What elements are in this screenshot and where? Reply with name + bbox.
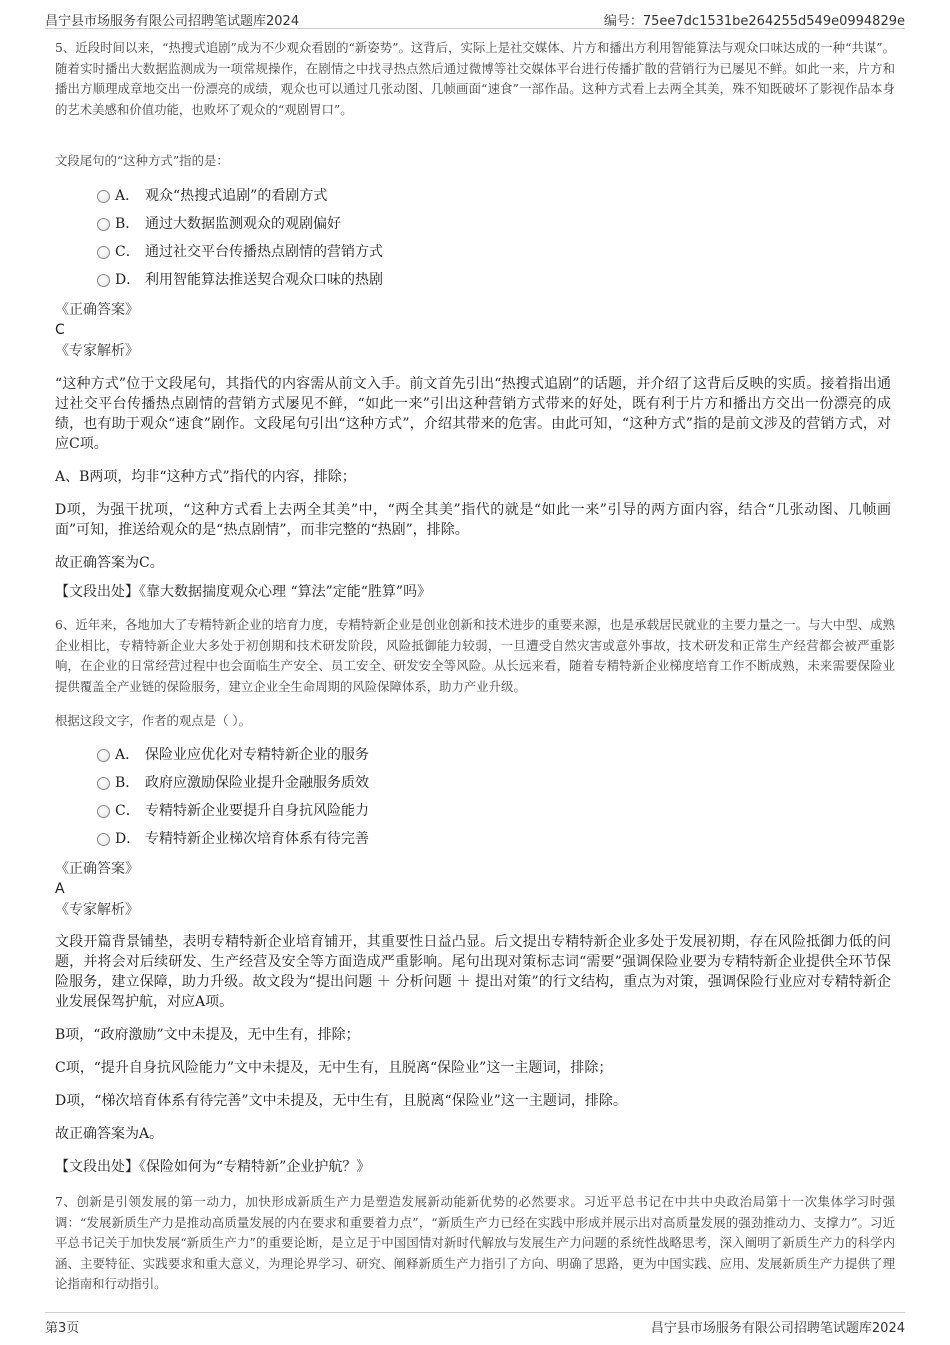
option-a[interactable]: A． 保险业应优化对专精特新企业的服务: [55, 741, 895, 769]
analysis-paragraph: 文段开篇背景铺垫，表明专精特新企业培育铺开，其重要性日益凸显。后文提出专精特新企业多处于发展初期，存在风险抵御力低的问题，并将会对后续研发、生产经营及安全等方面造成严重影响。尾句出现对策标志词“需要”强调保险业要为专精特新企业提供全环节保险服务，建立保障，助力升级。故文段为“提出问题 ＋ 分析问题 ＋ 提出对策”的行文结构，重点为对策，强调保险行业应对专精特新企业发展保驾护航，对应A项。: [55, 934, 891, 1010]
question-stem: 7、创新是引领发展的第一动力，加快形成新质生产力是塑造发展新动能新优势的必然要求。习近平总书记在中共中央政治局第十一次集体学习时强调：“发展新质生产力是推动高质量发展的内在要求和重要着力点”，“新质生产力已经在实践中形成并展示出对高质量发展的强劲推动力、支撑力”。习近平总书记关于加快发展“新质生产力”的重要论断，是立足于中国国情对新时代解放与发展生产力问题的系统性战略思考，深入阐明了新质生产力的科学内涵、主要特征、实践要求和重大意义，为理论界学习、研究、阐释新质生产力指引了方向、明确了思路，更为中国实践、应用、发展新质生产力提供了理论指南和行动指引。: [55, 1194, 895, 1291]
question-5: [55, 38, 895, 120]
analysis-text: [55, 932, 891, 1157]
radio-icon[interactable]: [97, 777, 110, 790]
answer-label: 《正确答案》: [55, 861, 139, 877]
question-stem: 6、近年来，各地加大了专精特新企业的培育力度，专精特新企业是创业创新和技术进步的重要来源，也是承载居民就业的主要力量之一。与大中型、成熟企业相比，专精特新企业大多处于初创期和技术研发阶段，风险抵御能力较弱，一旦遭受自然灾害或意外事故，技术研发和正常生产经营都会被严重影响，在企业的日常经营过程中也会面临生产安全、员工安全、研发安全等风险。从长远来看，随着专精特新企业梯度培育工作不断成熟，未来需要保险业提供覆盖全产业链的保险服务，建立企业全生命周期的风险保障体系，助力产业升级。: [55, 617, 895, 694]
radio-icon[interactable]: [97, 190, 110, 203]
option-c[interactable]: C． 专精特新企业要提升自身抗风险能力: [55, 797, 895, 825]
radio-icon[interactable]: [97, 749, 110, 762]
answer-value: A: [55, 881, 65, 897]
radio-icon[interactable]: [97, 274, 110, 287]
analysis-text: [55, 374, 891, 586]
question-prompt: 根据这段文字，作者的观点是（ ）。: [55, 713, 251, 728]
page-footer: [45, 1312, 905, 1339]
option-c[interactable]: C． 通过社交平台传播热点剧情的营销方式: [55, 238, 895, 266]
analysis-label: 《专家解析》: [55, 902, 139, 918]
question-stem: 5、近段时间以来，“热搜式追剧”成为不少观众看剧的“新姿势”。这背后，实际上是社交媒体、片方和播出方利用智能算法与观众口味达成的一种“共谋”。随着实时播出大数据监测成为一项常规操作，在剧情之中找寻热点然后通过微博等社交媒体平台进行传播扩散的营销行为已屡见不鲜。如此一来，片方和播出方顺理成章地交出一份漂亮的成绩，观众也可以通过几张动图、几帧画面“速食”一部作品。这种方式看上去两全其美，殊不知既破坏了影视作品本身的艺术美感和价值功能，也败坏了观众的“观剧胃口”。: [55, 40, 895, 117]
radio-icon[interactable]: [97, 218, 110, 231]
analysis-paragraph: C项，“提升自身抗风险能力”文中未提及，无中生有，且脱离“保险业”这一主题词，排除；: [55, 1060, 613, 1076]
page-number: 第3页: [45, 1321, 80, 1336]
header-title: 昌宁县市场服务有限公司招聘笔试题库2024: [45, 14, 300, 29]
analysis-label: 《专家解析》: [55, 343, 139, 359]
option-a[interactable]: A． 观众“热搜式追剧”的看剧方式: [55, 182, 895, 210]
question-7: [55, 1192, 895, 1295]
analysis-paragraph: 故正确答案为A。: [55, 1126, 164, 1142]
option-b[interactable]: B． 政府应激励保险业提升金融服务质效: [55, 769, 895, 797]
analysis-paragraph: D项，“梯次培育体系有待完善”文中未提及，无中生有，且脱离“保险业”这一主题词，排除。: [55, 1093, 627, 1109]
question-prompt-6: [55, 711, 895, 729]
question-6: [55, 615, 895, 697]
answer-value: C: [55, 322, 65, 338]
analysis-paragraph: B项，“政府激励”文中未提及，无中生有，排除；: [55, 1027, 360, 1043]
source-citation: 【文段出处】《保险如何为“专精特新”企业护航？》: [55, 1159, 371, 1175]
radio-icon[interactable]: [97, 805, 110, 818]
header-code: 编号：75ee7dc1531be264255d549e0994829e: [603, 14, 905, 29]
analysis-paragraph: D项，为强干扰项，“这种方式看上去两全其美”中，“两全其美”指代的就是“如此一来”引导的两方面内容，结合“几张动图、几帧画面”可知，推送给观众的是“热点剧情”，而非完整的“热剧”，排除。: [55, 502, 891, 538]
radio-icon[interactable]: [97, 246, 110, 259]
footer-title: 昌宁县市场服务有限公司招聘笔试题库2024: [650, 1321, 905, 1336]
radio-icon[interactable]: [97, 833, 110, 846]
analysis-paragraph: 故正确答案为C。: [55, 555, 164, 571]
question-prompt: 文段尾句的“这种方式”指的是：: [55, 153, 229, 168]
source-citation: 【文段出处】《靠大数据揣度观众心理 “算法”定能“胜算”吗》: [55, 584, 432, 600]
question-prompt-5: [55, 151, 895, 169]
answer-label: 《正确答案》: [55, 302, 139, 318]
analysis-paragraph: A、B两项，均非“这种方式”指代的内容，排除；: [55, 469, 356, 485]
option-list: [55, 741, 895, 853]
page-header: [45, 6, 905, 29]
option-list: [55, 182, 895, 294]
option-d[interactable]: D． 利用智能算法推送契合观众口味的热剧: [55, 266, 895, 294]
analysis-paragraph: “这种方式”位于文段尾句，其指代的内容需从前文入手。前文首先引出“热搜式追剧”的话题，并介绍了这背后反映的实质。接着指出通过社交平台传播热点剧情的营销方式屡见不鲜，“如此一来”引出这种营销方式带来的好处，既有利于片方和播出方交出一份漂亮的成绩，也有助于观众“速食”剧作。文段尾句引出“这种方式”，介绍其带来的危害。由此可知，“这种方式”指的是前文涉及的营销方式，对应C项。: [55, 376, 891, 452]
option-b[interactable]: B． 通过大数据监测观众的观剧偏好: [55, 210, 895, 238]
option-d[interactable]: D． 专精特新企业梯次培育体系有待完善: [55, 825, 895, 853]
